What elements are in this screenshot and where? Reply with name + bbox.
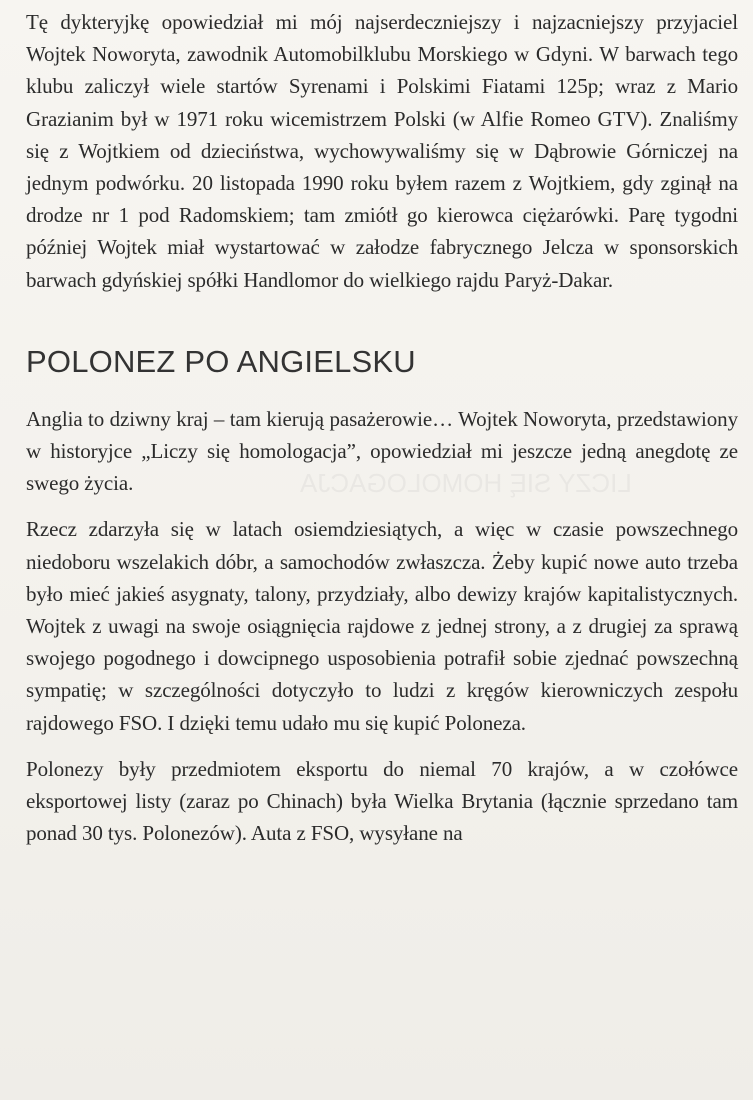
body-paragraph-1: Anglia to dziwny kraj – tam kierują pasażerowie… Wojtek Noworyta, przedstawiony w historyjce „Liczy się homologacja”, opowiedział mi jeszcze jedną anegdotę ze swego życia. [26, 406, 738, 496]
bleed-through-shadow: LICZY SIĘ HOMOLOGACJA [300, 468, 632, 498]
body-paragraph-2: Rzecz zdarzyła się w latach osiemdziesiątych, a więc w czasie powszechnego niedoboru wszelakich dóbr, a samochodów zwłaszcza. Żeby kupić nowe auto trzeba było mieć jakieś asygnaty, talony, przydziały, albo dewizy krajów kapitalistycznych. Wojtek z uwagi na swoje osiągnięcia rajdowe z jednej strony, a z drugiej za sprawą swojego pogodnego i dowcipnego usposobienia potrafił sobie zjednać powszechną sympatię; w szczególności dotyczyło to ludzi z kręgów kierowniczych zespołu rajdowego FSO. I dzięki temu udało mu się kupić Poloneza. [26, 517, 738, 735]
page-content [26, 6, 738, 849]
body-paragraph-3: Polonezy były przedmiotem eksportu do niemal 70 krajów, a w czołówce eksportowej listy (zaraz po Chinach) była Wielka Brytania (łącznie sprzedano tam ponad 30 tys. Polonezów). Auta z FSO, wysyłane na [26, 756, 738, 846]
section-heading: POLONEZ PO ANGIELSKU [26, 343, 416, 379]
intro-paragraph: Tę dykteryjkę opowiedział mi mój najserdeczniejszy i najzacniejszy przyjaciel Wojtek Noworyta, zawodnik Automobilklubu Morskiego w Gdyni. W barwach tego klubu zaliczył wiele startów Syrenami i Polskimi Fiatami 125p; wraz z Mario Grazianim był w 1971 roku wicemistrzem Polski (w Alfie Romeo GTV). Znaliśmy się z Wojtkiem od dzieciństwa, wychowywaliśmy się w Dąbrowie Górniczej na jednym podwórku. 20 listopada 1990 roku byłem razem z Wojtkiem, gdy zginął na drodze nr 1 pod Radomskiem; tam zmiótł go kierowca ciężarówki. Parę tygodni później Wojtek miał wystartować w załodze fabrycznego Jelcza w sponsorskich barwach gdyńskiej spółki Handlomor do wielkiego rajdu Paryż-Dakar. [26, 10, 738, 292]
